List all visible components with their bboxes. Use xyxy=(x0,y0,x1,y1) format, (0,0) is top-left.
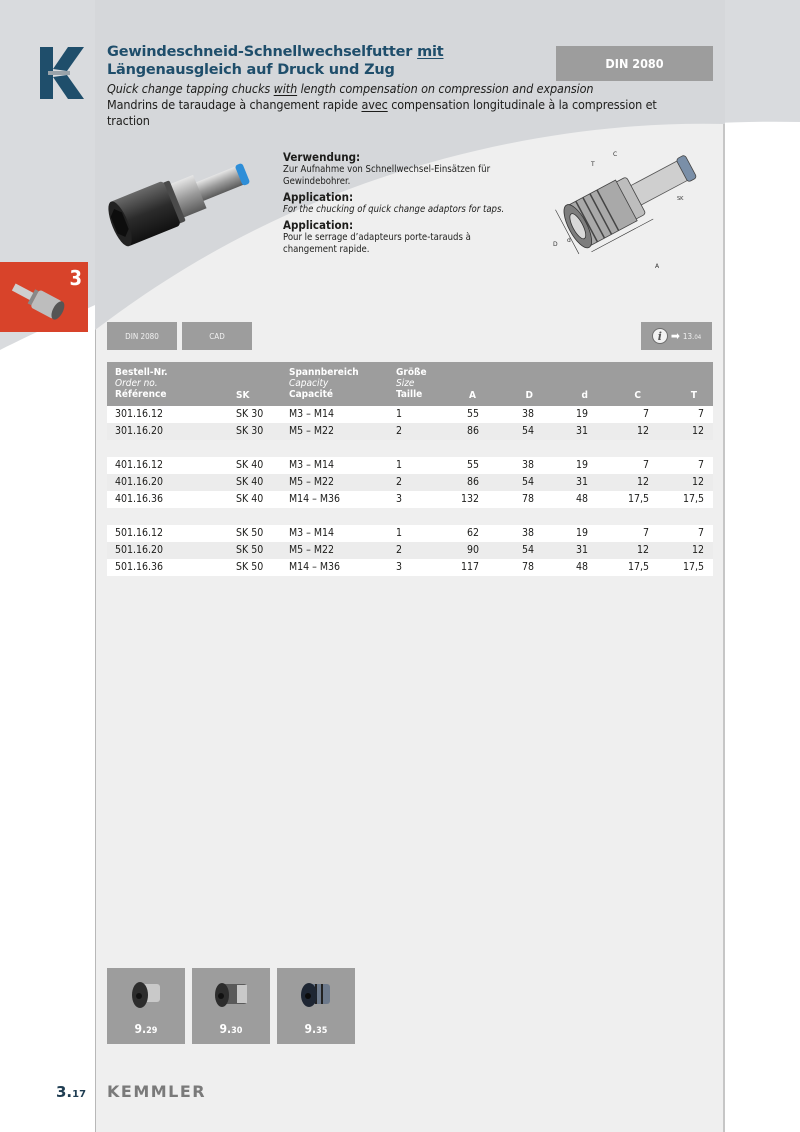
table-row[interactable] xyxy=(107,474,713,491)
usage-heading-en: Application: xyxy=(283,190,354,204)
cell-t: 12 xyxy=(691,476,704,488)
cell-size: 3 xyxy=(396,561,403,573)
chapter-number: 3 xyxy=(69,266,82,290)
cell-a: 132 xyxy=(460,493,479,505)
cell-a: 90 xyxy=(466,544,479,556)
page-title-german: Gewindeschneid-Schnellwechselfutter mit Längenausgleich auf Druck und Zug xyxy=(107,44,444,78)
header-c: C xyxy=(634,390,641,401)
cell-d-inner: 31 xyxy=(575,425,588,437)
cell-d-outer: 54 xyxy=(521,544,534,556)
cell-sk: SK 30 xyxy=(236,425,264,437)
table-row[interactable] xyxy=(107,423,713,440)
table-row[interactable] xyxy=(107,559,713,576)
info-icon: i xyxy=(652,328,668,344)
cell-t: 7 xyxy=(697,459,704,471)
cell-t: 17,5 xyxy=(682,493,704,505)
cell-sk: SK 50 xyxy=(236,561,264,573)
svg-text:d: d xyxy=(567,237,571,244)
cell-sk: SK 50 xyxy=(236,544,264,556)
cell-t: 17,5 xyxy=(682,561,704,573)
cell-capacity: M3 – M14 xyxy=(289,408,335,420)
cell-capacity: M5 – M22 xyxy=(289,425,335,437)
cad-button[interactable]: CAD xyxy=(182,322,252,350)
cell-size: 2 xyxy=(396,544,403,556)
cell-a: 55 xyxy=(466,459,479,471)
arrow-right-icon: ➡ xyxy=(670,329,680,343)
cell-size: 2 xyxy=(396,425,403,437)
usage-heading-fr: Application: xyxy=(283,218,354,232)
svg-text:SK: SK xyxy=(677,196,684,202)
reference-link-button[interactable] xyxy=(641,322,712,350)
cell-a: 86 xyxy=(466,425,479,437)
usage-description xyxy=(283,151,523,259)
reference-page-number: 13.04 xyxy=(682,331,702,341)
table-row[interactable] xyxy=(107,406,713,423)
cell-sk: SK 40 xyxy=(236,459,264,471)
usage-text-en: For the chucking of quick change adaptors for taps. xyxy=(283,204,505,215)
cell-size: 1 xyxy=(396,527,403,539)
cell-size: 1 xyxy=(396,408,403,420)
cell-c: 12 xyxy=(636,544,649,556)
tap-adaptor-icon xyxy=(211,978,251,1012)
cell-c: 17,5 xyxy=(627,493,649,505)
cell-c: 7 xyxy=(642,459,649,471)
cell-sk: SK 40 xyxy=(236,476,264,488)
tap-adaptor-icon xyxy=(126,978,166,1012)
header-capacity: Spannbereich Capacity Capacité xyxy=(289,367,359,400)
cell-sk: SK 50 xyxy=(236,527,264,539)
svg-text:C: C xyxy=(613,151,618,158)
page-number: 3.17 xyxy=(56,1083,87,1101)
cell-a: 55 xyxy=(466,408,479,420)
group-spacer xyxy=(107,440,713,457)
table-row[interactable] xyxy=(107,457,713,474)
header-d-inner: d xyxy=(581,390,588,401)
cell-d-outer: 54 xyxy=(521,476,534,488)
cell-d-outer: 78 xyxy=(521,561,534,573)
cell-d-inner: 31 xyxy=(575,544,588,556)
cell-d-inner: 19 xyxy=(575,408,588,420)
cell-a: 86 xyxy=(466,476,479,488)
table-row[interactable] xyxy=(107,525,713,542)
cell-t: 7 xyxy=(697,408,704,420)
accessory-9-30[interactable] xyxy=(192,968,270,1044)
din-2080-button[interactable]: DIN 2080 xyxy=(107,322,177,350)
cell-d-inner: 31 xyxy=(575,476,588,488)
cell-d-inner: 48 xyxy=(575,493,588,505)
cell-d-outer: 38 xyxy=(521,527,534,539)
technical-drawing xyxy=(535,138,720,273)
table-row[interactable] xyxy=(107,491,713,508)
cell-c: 7 xyxy=(642,408,649,420)
cell-d-outer: 78 xyxy=(521,493,534,505)
chapter-tab[interactable] xyxy=(0,262,88,332)
cell-c: 12 xyxy=(636,425,649,437)
cell-a: 117 xyxy=(460,561,479,573)
cell-t: 7 xyxy=(697,527,704,539)
cell-size: 1 xyxy=(396,459,403,471)
cell-order-no: 401.16.12 xyxy=(115,459,164,471)
k-logo-icon xyxy=(40,47,84,99)
table-header xyxy=(107,362,713,406)
cell-d-inner: 19 xyxy=(575,459,588,471)
cell-sk: SK 30 xyxy=(236,408,264,420)
page-title-english: Quick change tapping chucks with length compensation on compression and expansion xyxy=(107,81,594,96)
cell-order-no: 301.16.12 xyxy=(115,408,164,420)
cell-capacity: M14 – M36 xyxy=(289,561,341,573)
accessory-page-ref: 9.29 xyxy=(134,1022,158,1036)
usage-text-de: Zur Aufnahme von Schnellwechsel-Einsätzen für Gewindebohrer. xyxy=(283,164,491,187)
cell-sk: SK 40 xyxy=(236,493,264,505)
table-body xyxy=(107,406,713,576)
svg-text:T: T xyxy=(591,161,595,168)
cell-order-no: 401.16.20 xyxy=(115,476,164,488)
svg-text:D: D xyxy=(553,241,558,248)
cell-order-no: 301.16.20 xyxy=(115,425,164,437)
cell-d-outer: 54 xyxy=(521,425,534,437)
accessory-9-29[interactable] xyxy=(107,968,185,1044)
cell-order-no: 501.16.36 xyxy=(115,561,164,573)
cell-capacity: M5 – M22 xyxy=(289,476,335,488)
group-spacer xyxy=(107,508,713,525)
cell-d-inner: 48 xyxy=(575,561,588,573)
svg-text:A: A xyxy=(655,263,660,270)
cell-capacity: M14 – M36 xyxy=(289,493,341,505)
header-order-no: Bestell-Nr. Order no. Référence xyxy=(115,367,168,400)
header-size: Größe Size Taille xyxy=(396,367,427,400)
cell-c: 17,5 xyxy=(627,561,649,573)
cell-t: 12 xyxy=(691,544,704,556)
accessory-9-35[interactable] xyxy=(277,968,355,1044)
usage-heading-de: Verwendung: xyxy=(283,150,361,164)
header-a: A xyxy=(469,390,476,401)
cell-c: 12 xyxy=(636,476,649,488)
cell-c: 7 xyxy=(642,527,649,539)
page-title-french: Mandrins de taraudage à changement rapide avec compensation longitudinale à la compression et traction xyxy=(107,97,657,128)
product-photo xyxy=(105,148,265,258)
cell-capacity: M3 – M14 xyxy=(289,527,335,539)
cell-d-outer: 38 xyxy=(521,459,534,471)
accessory-page-ref: 9.30 xyxy=(219,1022,243,1036)
cell-d-inner: 19 xyxy=(575,527,588,539)
cell-size: 3 xyxy=(396,493,403,505)
cell-capacity: M3 – M14 xyxy=(289,459,335,471)
tap-adaptor-icon xyxy=(296,978,336,1012)
cell-t: 12 xyxy=(691,425,704,437)
cell-capacity: M5 – M22 xyxy=(289,544,335,556)
usage-text-fr: Pour le serrage d’adapteurs porte-tarauds à changement rapide. xyxy=(283,232,471,255)
product-table xyxy=(107,362,713,576)
table-row[interactable] xyxy=(107,542,713,559)
cell-size: 2 xyxy=(396,476,403,488)
cell-order-no: 501.16.12 xyxy=(115,527,164,539)
header-d-outer: D xyxy=(525,390,533,401)
standard-badge: DIN 2080 xyxy=(556,46,713,81)
brand-name: KEMMLER xyxy=(107,1082,207,1101)
accessory-page-ref: 9.35 xyxy=(304,1022,328,1036)
cell-a: 62 xyxy=(466,527,479,539)
tool-holder-icon xyxy=(8,276,68,326)
cell-d-outer: 38 xyxy=(521,408,534,420)
header-sk: SK xyxy=(236,390,250,401)
header-t: T xyxy=(690,390,697,401)
cell-order-no: 401.16.36 xyxy=(115,493,164,505)
cell-order-no: 501.16.20 xyxy=(115,544,164,556)
